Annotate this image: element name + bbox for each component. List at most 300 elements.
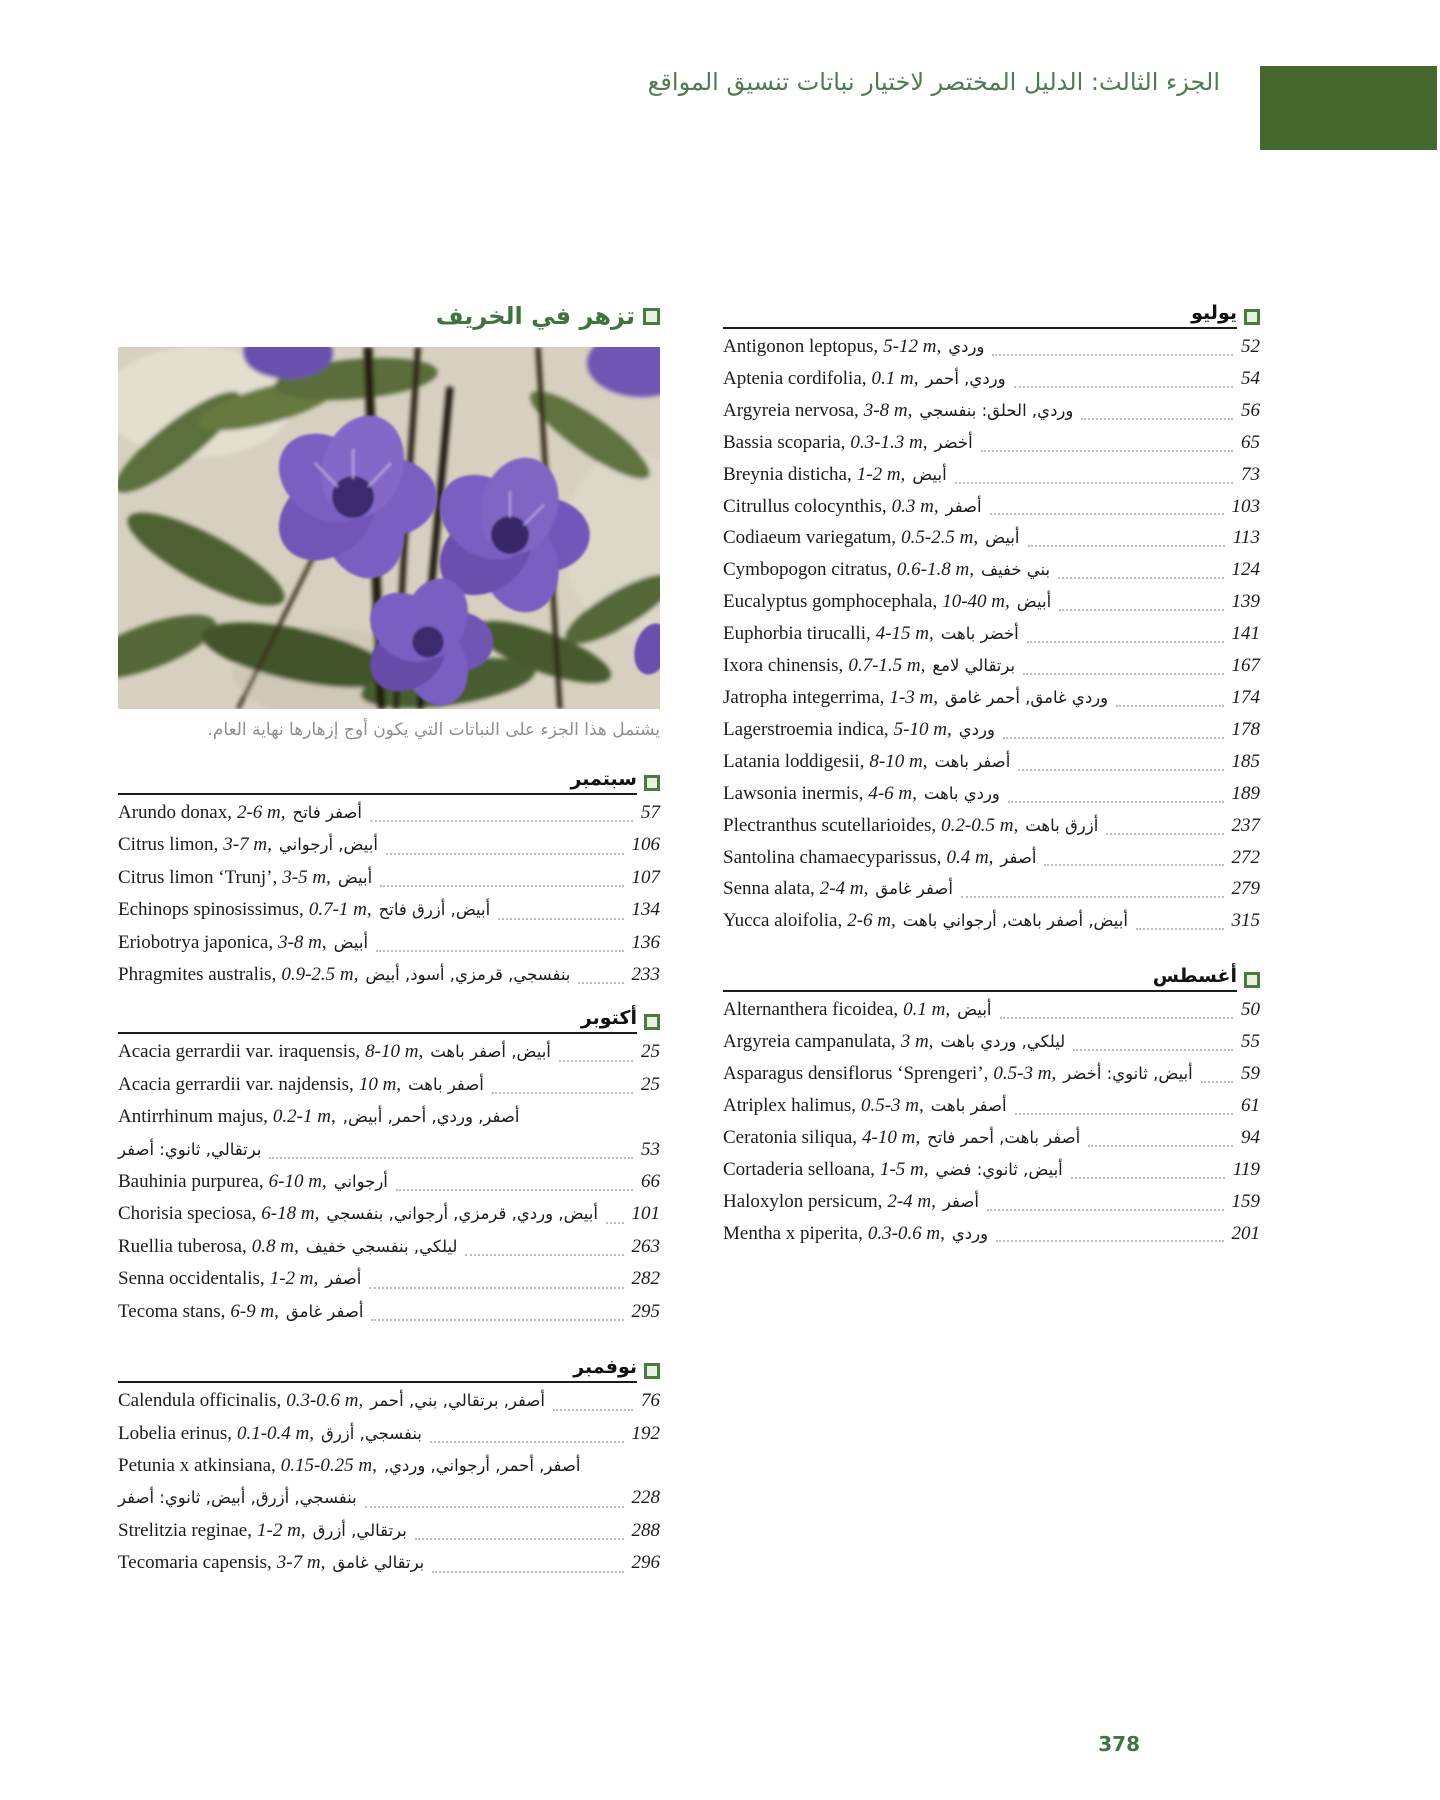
entry-page-number: 124 bbox=[1231, 559, 1260, 581]
entry-page-number: 119 bbox=[1232, 1158, 1260, 1180]
dotted-leader bbox=[1106, 833, 1223, 835]
section-rule bbox=[723, 302, 1237, 329]
plant-entry bbox=[723, 1154, 1260, 1186]
plant-entry bbox=[723, 1026, 1260, 1058]
plant-latin-name: Plectranthus scutellarioides, bbox=[723, 814, 937, 836]
plant-colors: أصفر, أحمر, أرجواني, وردي, bbox=[383, 1455, 581, 1475]
dotted-leader bbox=[1088, 1145, 1233, 1147]
plant-size: 6-10 m, bbox=[268, 1171, 327, 1193]
entry-page-number: 50 bbox=[1241, 999, 1260, 1021]
page-header-title: الجزء الثالث: الدليل المختصر لاختيار نباتات تنسيق المواقع bbox=[647, 68, 1220, 96]
plant-latin-name: Eucalyptus gomphocephala, bbox=[723, 591, 938, 613]
plant-entry bbox=[723, 746, 1260, 778]
month-section bbox=[723, 302, 1260, 937]
plant-colors: أصفر, برتقالي, بني, أحمر bbox=[370, 1391, 545, 1411]
entry-page-number: 279 bbox=[1231, 878, 1260, 900]
entry-page-number: 282 bbox=[631, 1268, 660, 1290]
plant-entry bbox=[723, 522, 1260, 554]
entry-page-number: 192 bbox=[631, 1422, 660, 1444]
dotted-leader bbox=[1014, 386, 1233, 388]
plant-size: 0.3 m, bbox=[891, 495, 939, 517]
plant-size: 6-9 m, bbox=[230, 1300, 279, 1322]
plant-latin-name: Bauhinia purpurea, bbox=[118, 1171, 264, 1193]
entry-page-number: 54 bbox=[1241, 367, 1260, 389]
plant-latin-name: Codiaeum variegatum, bbox=[723, 527, 897, 549]
dotted-leader bbox=[1028, 545, 1225, 547]
dotted-leader bbox=[371, 1319, 623, 1321]
plant-entry bbox=[723, 363, 1260, 395]
entry-list bbox=[723, 994, 1260, 1249]
plant-entry bbox=[118, 1547, 660, 1579]
plant-colors: أبيض bbox=[985, 528, 1020, 548]
entry-page-number: 25 bbox=[641, 1073, 660, 1095]
plant-size: 1-5 m, bbox=[879, 1158, 929, 1180]
square-bullet-icon bbox=[1244, 972, 1260, 988]
plant-size: 1-2 m, bbox=[257, 1519, 306, 1541]
dotted-leader bbox=[981, 450, 1233, 452]
dotted-leader bbox=[1201, 1081, 1233, 1083]
section-header bbox=[118, 768, 660, 795]
dotted-leader bbox=[370, 820, 633, 822]
plant-latin-name: Lagerstroemia indica, bbox=[723, 718, 889, 740]
autumn-heading-row bbox=[118, 302, 660, 330]
plant-entry bbox=[723, 1058, 1260, 1090]
plant-latin-name: Citrus limon ‘Trunj’, bbox=[118, 866, 278, 888]
plant-entry bbox=[723, 810, 1260, 842]
dotted-leader bbox=[269, 1157, 633, 1159]
entry-page-number: 288 bbox=[631, 1519, 660, 1541]
entry-page-number: 76 bbox=[641, 1390, 660, 1412]
entry-page-number: 106 bbox=[631, 834, 660, 856]
dotted-leader bbox=[1116, 705, 1223, 707]
entry-page-number: 263 bbox=[631, 1235, 660, 1257]
entry-page-number: 103 bbox=[1231, 495, 1260, 517]
entry-page-number: 159 bbox=[1231, 1190, 1260, 1212]
entry-page-number: 107 bbox=[631, 866, 660, 888]
section-rule bbox=[118, 1007, 637, 1034]
plant-entry bbox=[723, 427, 1260, 459]
plant-size: 0.3-1.3 m, bbox=[850, 431, 928, 453]
dotted-leader bbox=[396, 1189, 633, 1191]
plant-colors: بني خفيف bbox=[980, 560, 1051, 580]
plant-size: 0.1 m, bbox=[903, 999, 951, 1021]
plant-colors: أخضر باهت bbox=[940, 624, 1019, 644]
section-title: سبتمبر bbox=[570, 768, 637, 790]
plant-entry bbox=[118, 1036, 660, 1068]
plant-entry bbox=[118, 1231, 660, 1263]
entry-page-number: 61 bbox=[1241, 1094, 1260, 1116]
autumn-heading: تزهر في الخريف bbox=[435, 302, 635, 330]
plant-latin-name: Asparagus densiflorus ‘Sprengeri’, bbox=[723, 1063, 989, 1085]
plant-size: 0.4 m, bbox=[946, 846, 994, 868]
plant-entry bbox=[723, 1090, 1260, 1122]
dotted-leader bbox=[961, 896, 1224, 898]
plant-colors: برتقالي غامق bbox=[332, 1553, 425, 1573]
dotted-leader bbox=[1018, 769, 1223, 771]
plant-size: 3-7 m, bbox=[276, 1552, 326, 1574]
plant-latin-name: Jatropha integerrima, bbox=[723, 686, 885, 708]
dotted-leader bbox=[1071, 1177, 1225, 1179]
plant-latin-name: Antirrhinum majus, bbox=[118, 1106, 268, 1128]
plant-colors: أبيض, ثانوي: أخضر bbox=[1063, 1064, 1193, 1084]
plant-latin-name: Alternanthera ficoidea, bbox=[723, 999, 899, 1021]
right-column bbox=[723, 302, 1260, 1249]
dotted-leader bbox=[553, 1409, 633, 1411]
plant-entry-continued bbox=[118, 1134, 660, 1166]
plant-size: 5-10 m, bbox=[893, 718, 952, 740]
plant-latin-name: Antigonon leptopus, bbox=[723, 336, 879, 357]
entry-page-number: 167 bbox=[1231, 655, 1260, 677]
plant-size: 0.5-3 m, bbox=[860, 1094, 924, 1116]
section-title: أكتوبر bbox=[580, 1007, 637, 1030]
plant-size: 0.8 m, bbox=[251, 1235, 299, 1257]
plant-size: 2-4 m, bbox=[819, 878, 869, 900]
section-rule bbox=[118, 1356, 637, 1383]
dotted-leader bbox=[559, 1060, 633, 1062]
plant-entry bbox=[723, 618, 1260, 650]
plant-latin-name: Senna alata, bbox=[723, 878, 815, 900]
square-bullet-icon bbox=[643, 308, 660, 325]
plant-size: 0.3-0.6 m, bbox=[286, 1390, 364, 1412]
plant-entry bbox=[118, 797, 660, 829]
plant-entry bbox=[118, 1515, 660, 1547]
entry-page-number: 174 bbox=[1231, 686, 1260, 708]
plant-latin-name: Eriobotrya japonica, bbox=[118, 931, 274, 953]
dotted-leader bbox=[492, 1092, 633, 1094]
plant-colors: أصفر bbox=[325, 1269, 362, 1289]
plant-latin-name: Lobelia erinus, bbox=[118, 1422, 232, 1444]
plant-entry bbox=[118, 1296, 660, 1328]
plant-entry bbox=[118, 1263, 660, 1295]
dotted-leader bbox=[430, 1441, 624, 1443]
entry-page-number: 201 bbox=[1231, 1222, 1260, 1244]
entry-page-number: 139 bbox=[1231, 591, 1260, 613]
entry-page-number: 272 bbox=[1231, 846, 1260, 868]
entry-page-number: 295 bbox=[631, 1300, 660, 1322]
plant-size: 2-6 m, bbox=[847, 910, 896, 932]
plant-entry bbox=[723, 586, 1260, 618]
section-header bbox=[118, 1356, 660, 1383]
plant-colors-continued: بنفسجي, أزرق, أبيض, ثانوي: أصفر bbox=[118, 1488, 357, 1508]
plant-colors: وردي bbox=[951, 1223, 989, 1243]
plant-colors: أصفر bbox=[945, 496, 982, 516]
plant-colors: أصفر bbox=[1000, 847, 1037, 867]
plant-colors: أصفر باهت, أحمر فاتح bbox=[927, 1127, 1081, 1147]
plant-latin-name: Tecomaria capensis, bbox=[118, 1552, 272, 1574]
plant-latin-name: Latania loddigesii, bbox=[723, 750, 865, 772]
plant-size: 0.1 m, bbox=[871, 367, 919, 389]
entry-page-number: 57 bbox=[641, 802, 660, 823]
plant-entry bbox=[723, 1122, 1260, 1154]
entry-page-number: 66 bbox=[641, 1171, 660, 1193]
right-sections bbox=[723, 302, 1260, 1249]
plant-size: 6-18 m, bbox=[261, 1203, 320, 1225]
plant-size: 4-6 m, bbox=[868, 782, 917, 804]
plant-entry bbox=[118, 1101, 660, 1133]
section-rule bbox=[723, 965, 1237, 992]
entry-list bbox=[118, 797, 660, 991]
plant-entry bbox=[118, 1385, 660, 1417]
dotted-leader bbox=[376, 950, 623, 952]
plant-latin-name: Strelitzia reginae, bbox=[118, 1519, 252, 1541]
section-rule bbox=[118, 768, 637, 795]
plant-size: 0.7-1 m, bbox=[308, 899, 372, 921]
plant-latin-name: Citrus limon, bbox=[118, 834, 219, 856]
plant-colors: أبيض, أرجواني bbox=[278, 835, 378, 855]
plant-entry bbox=[723, 905, 1260, 937]
plant-colors: أصفر, وردي, أحمر, أبيض, bbox=[342, 1107, 520, 1127]
entry-page-number: 228 bbox=[631, 1487, 660, 1509]
plant-size: 4-15 m, bbox=[875, 623, 934, 645]
plant-colors: ليلكي, وردي باهت bbox=[940, 1032, 1066, 1052]
square-bullet-icon bbox=[644, 775, 660, 791]
plant-size: 0.9-2.5 m, bbox=[281, 964, 359, 986]
section-header bbox=[723, 302, 1260, 329]
entry-page-number: 136 bbox=[631, 931, 660, 953]
entry-page-number: 73 bbox=[1241, 463, 1260, 485]
plant-colors: أصفر باهت bbox=[930, 1095, 1007, 1115]
dotted-leader bbox=[1015, 1113, 1233, 1115]
dotted-leader bbox=[1073, 1049, 1233, 1051]
plant-size: 0.5-2.5 m, bbox=[901, 527, 979, 549]
plant-colors: أبيض, أصفر باهت, أرجواني باهت bbox=[902, 911, 1128, 931]
dotted-leader bbox=[1000, 1017, 1234, 1019]
dotted-leader bbox=[465, 1254, 623, 1256]
plant-latin-name: Bassia scoparia, bbox=[723, 431, 846, 453]
plant-colors: أبيض, أصفر باهت bbox=[430, 1042, 551, 1062]
plant-size: 8-10 m, bbox=[869, 750, 928, 772]
plant-latin-name: Echinops spinosissimus, bbox=[118, 899, 304, 921]
plant-size: 10-40 m, bbox=[942, 591, 1010, 613]
entry-list bbox=[118, 1385, 660, 1579]
plant-latin-name: Haloxylon persicum, bbox=[723, 1190, 883, 1212]
plant-entry bbox=[118, 1069, 660, 1101]
plant-latin-name: Ceratonia siliqua, bbox=[723, 1126, 858, 1148]
entry-list bbox=[118, 1036, 660, 1328]
plant-colors: أخضر bbox=[934, 432, 973, 452]
plant-latin-name: Mentha x piperita, bbox=[723, 1222, 863, 1244]
dotted-leader bbox=[1081, 418, 1233, 420]
plant-entry bbox=[723, 1218, 1260, 1250]
plant-size: 1-2 m, bbox=[856, 463, 906, 485]
dotted-leader bbox=[1044, 864, 1223, 866]
dotted-leader bbox=[365, 1506, 624, 1508]
plant-colors: بنفسجي, أزرق bbox=[321, 1423, 422, 1443]
plant-size: 3-5 m, bbox=[282, 866, 331, 888]
plant-entry bbox=[723, 491, 1260, 523]
plant-latin-name: Cortaderia selloana, bbox=[723, 1158, 875, 1180]
plant-colors: أصفر فاتح bbox=[292, 803, 362, 822]
entry-page-number: 315 bbox=[1231, 910, 1260, 932]
entry-page-number: 134 bbox=[631, 899, 660, 921]
dotted-leader bbox=[1136, 928, 1224, 930]
plant-size: 0.15-0.25 m, bbox=[280, 1454, 377, 1476]
plant-entry bbox=[723, 873, 1260, 905]
plant-latin-name: Argyreia campanulata, bbox=[723, 1031, 896, 1053]
plant-entry bbox=[118, 894, 660, 926]
dotted-leader bbox=[606, 1222, 624, 1224]
plant-entry bbox=[118, 1166, 660, 1198]
plant-entry-continued bbox=[118, 1482, 660, 1514]
plant-latin-name: Cymbopogon citratus, bbox=[723, 559, 892, 581]
dotted-leader bbox=[1023, 673, 1223, 675]
entry-page-number: 141 bbox=[1231, 623, 1260, 645]
plant-colors: وردي غامق, أحمر غامق bbox=[945, 687, 1109, 707]
dotted-leader bbox=[987, 1209, 1224, 1211]
dotted-leader bbox=[415, 1538, 624, 1540]
dotted-leader bbox=[432, 1571, 623, 1573]
plant-entry bbox=[723, 842, 1260, 874]
plant-size: 3-7 m, bbox=[223, 834, 272, 856]
dotted-leader bbox=[990, 513, 1224, 515]
plant-entry bbox=[723, 459, 1260, 491]
plant-entry bbox=[723, 650, 1260, 682]
entry-page-number: 237 bbox=[1231, 814, 1260, 836]
entry-list bbox=[723, 331, 1260, 937]
plant-entry bbox=[118, 829, 660, 861]
plant-size: 0.7-1.5 m, bbox=[848, 655, 926, 677]
plant-size: 0.2-1 m, bbox=[272, 1106, 336, 1128]
plant-size: 10 m, bbox=[358, 1073, 402, 1095]
plant-latin-name: Acacia gerrardii var. iraquensis, bbox=[118, 1041, 361, 1063]
dotted-leader bbox=[1059, 609, 1223, 611]
plant-size: 5-12 m, bbox=[883, 336, 942, 357]
plant-entry bbox=[723, 331, 1260, 363]
plant-size: 0.5-3 m, bbox=[993, 1063, 1057, 1085]
plant-entry bbox=[118, 1418, 660, 1450]
plant-colors: وردي, الحلق: بنفسجي bbox=[919, 400, 1074, 420]
plant-latin-name: Euphorbia tirucalli, bbox=[723, 623, 871, 645]
entry-page-number: 59 bbox=[1241, 1063, 1260, 1085]
plant-latin-name: Ixora chinensis, bbox=[723, 655, 844, 677]
plant-latin-name: Citrullus colocynthis, bbox=[723, 495, 887, 517]
square-bullet-icon bbox=[644, 1014, 660, 1030]
plant-latin-name: Aptenia cordifolia, bbox=[723, 367, 867, 389]
plant-size: 8-10 m, bbox=[365, 1041, 424, 1063]
plant-colors: برتقالي, أزرق bbox=[312, 1520, 407, 1540]
plant-entry bbox=[118, 862, 660, 894]
dotted-leader bbox=[955, 482, 1233, 484]
month-section bbox=[118, 768, 660, 991]
plant-colors: أصفر باهت bbox=[408, 1074, 484, 1094]
plant-latin-name: Chorisia speciosa, bbox=[118, 1203, 257, 1225]
plant-latin-name: Argyreia nervosa, bbox=[723, 399, 859, 421]
photo-caption: يشتمل هذا الجزء على النباتات التي يكون أوج إزهارها نهاية العام. bbox=[207, 720, 660, 740]
plant-colors: أبيض, وردي, قرمزي, أرجواني, بنفسجي bbox=[326, 1204, 598, 1224]
plant-colors: أبيض, ثانوي: فضي bbox=[935, 1159, 1063, 1179]
page-number: 378 bbox=[1098, 1732, 1140, 1756]
plant-colors: وردي باهت bbox=[923, 783, 1000, 803]
entry-page-number: 113 bbox=[1232, 527, 1260, 549]
plant-entry bbox=[723, 778, 1260, 810]
plant-colors: أصفر باهت bbox=[934, 751, 1011, 771]
plant-size: 0.3-0.6 m, bbox=[867, 1222, 945, 1244]
plant-colors: وردي, أحمر bbox=[925, 368, 1006, 388]
plant-size: 1-2 m, bbox=[269, 1268, 319, 1290]
plant-colors: أبيض bbox=[957, 1000, 992, 1020]
plant-size: 3 m, bbox=[900, 1031, 934, 1053]
entry-page-number: 56 bbox=[1241, 399, 1260, 421]
plant-latin-name: Atriplex halimus, bbox=[723, 1094, 856, 1116]
entry-page-number: 53 bbox=[641, 1138, 660, 1160]
entry-page-number: 189 bbox=[1231, 782, 1260, 804]
entry-page-number: 185 bbox=[1231, 750, 1260, 772]
plant-latin-name: Calendula officinalis, bbox=[118, 1390, 282, 1412]
plant-latin-name: Acacia gerrardii var. najdensis, bbox=[118, 1073, 354, 1095]
plant-colors: أرجواني bbox=[333, 1172, 388, 1192]
plant-entry bbox=[723, 994, 1260, 1026]
plant-colors: أزرق باهت bbox=[1025, 815, 1099, 835]
square-bullet-icon bbox=[1244, 309, 1260, 325]
plant-size: 3-8 m, bbox=[863, 399, 913, 421]
purple-flowers-photo bbox=[118, 347, 660, 709]
plant-size: 0.2-0.5 m, bbox=[941, 814, 1019, 836]
plant-colors: بنفسجي, قرمزي, أسود, أبيض bbox=[365, 965, 571, 985]
left-column bbox=[118, 302, 660, 1580]
left-sections bbox=[118, 768, 660, 1580]
plant-latin-name: Arundo donax, bbox=[118, 802, 232, 823]
plant-colors: أصفر غامق bbox=[285, 1301, 364, 1321]
plant-entry bbox=[723, 682, 1260, 714]
dotted-leader bbox=[992, 354, 1233, 356]
plant-colors: أصفر bbox=[942, 1191, 979, 1211]
section-title: يوليو bbox=[1191, 302, 1237, 324]
entry-page-number: 55 bbox=[1241, 1031, 1260, 1053]
plant-entry bbox=[118, 927, 660, 959]
entry-page-number: 233 bbox=[631, 964, 660, 986]
plant-latin-name: Breynia disticha, bbox=[723, 463, 852, 485]
dotted-leader bbox=[386, 853, 624, 855]
dotted-leader bbox=[996, 1240, 1223, 1242]
plant-latin-name: Santolina chamaecyparissus, bbox=[723, 846, 942, 868]
plant-entry bbox=[118, 1450, 660, 1482]
plant-entry bbox=[723, 395, 1260, 427]
dotted-leader bbox=[1008, 801, 1224, 803]
dotted-leader bbox=[498, 918, 623, 920]
plant-entry bbox=[723, 554, 1260, 586]
plant-size: 2-6 m, bbox=[236, 802, 286, 823]
plant-colors: برتقالي لامع bbox=[932, 656, 1016, 676]
dotted-leader bbox=[380, 885, 623, 887]
plant-colors: وردي bbox=[958, 719, 995, 739]
plant-entry bbox=[723, 1186, 1260, 1218]
entry-page-number: 52 bbox=[1241, 336, 1260, 357]
plant-colors: أصفر غامق bbox=[875, 879, 953, 899]
dotted-leader bbox=[1027, 641, 1224, 643]
month-section bbox=[118, 1007, 660, 1328]
entry-page-number: 65 bbox=[1241, 431, 1260, 453]
plant-latin-name: Ruellia tuberosa, bbox=[118, 1235, 247, 1257]
plant-size: 1-3 m, bbox=[889, 686, 938, 708]
plant-size: 0.6-1.8 m, bbox=[896, 559, 974, 581]
section-header bbox=[118, 1007, 660, 1034]
entry-page-number: 296 bbox=[631, 1552, 660, 1574]
section-title: أغسطس bbox=[1152, 965, 1237, 988]
plant-colors: أبيض, أزرق فاتح bbox=[378, 900, 491, 920]
dotted-leader bbox=[1003, 737, 1224, 739]
plant-colors: وردي bbox=[948, 337, 985, 356]
plant-colors-continued: برتقالي, ثانوي: أصفر bbox=[118, 1139, 262, 1159]
plant-entry bbox=[118, 959, 660, 991]
plant-entry bbox=[723, 714, 1260, 746]
plant-size: 0.1-0.4 m, bbox=[236, 1422, 315, 1444]
plant-latin-name: Petunia x atkinsiana, bbox=[118, 1454, 276, 1476]
plant-latin-name: Lawsonia inermis, bbox=[723, 782, 864, 804]
section-header bbox=[723, 965, 1260, 992]
plant-colors: أبيض bbox=[1016, 592, 1052, 612]
entry-page-number: 178 bbox=[1231, 718, 1260, 740]
plant-colors: ليلكي, بنفسجي خفيف bbox=[305, 1236, 458, 1256]
